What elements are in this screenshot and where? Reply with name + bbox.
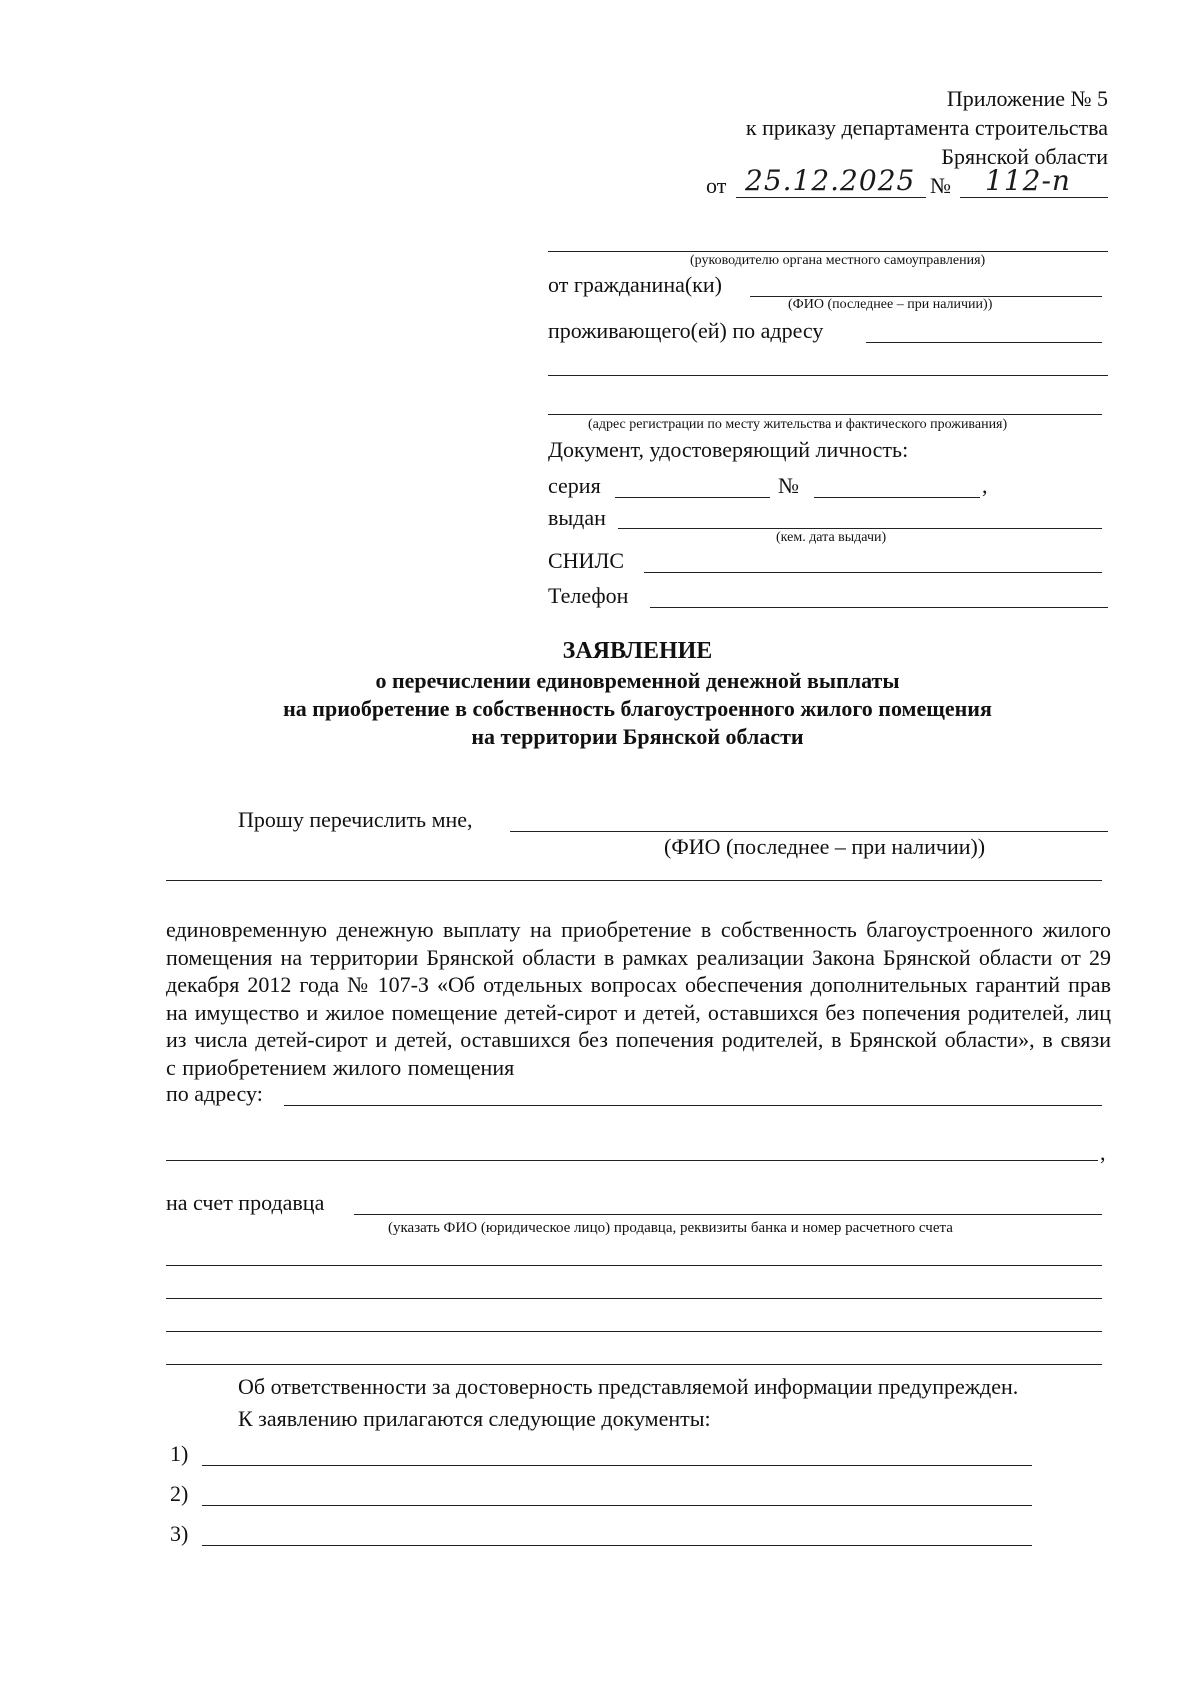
request-fio-caption: (ФИО (последнее – при наличии)) [664,834,986,859]
doc-number-label: № [778,473,799,498]
snils-field[interactable] [644,572,1102,573]
title-line-2: на приобретение в собственность благоустроенного жилого помещения [283,696,992,721]
order-date-handwritten: 25.12.2025 [745,164,916,197]
seller-field-5[interactable] [166,1364,1102,1365]
request-label: Прошу перечислить мне, [238,807,473,832]
snils-label: СНИЛС [548,548,625,573]
from-citizen-label: от гражданина(ки) [548,272,722,297]
purchase-address-label: по адресу: [166,1081,263,1106]
attachment-number: 2) [170,1481,189,1506]
series-label: серия [548,473,601,498]
order-number-label: № [930,173,951,198]
citizen-fio-caption: (ФИО (последнее – при наличии)) [788,297,993,312]
main-paragraph: единовременную денежную выплату на приобретение в собственность благоустроенного жилого помещения на территории Брянской области в рамках реализации Закона Брянской области от 29 декабря 2012 года № 107-З «Об отдельных вопросах обеспечения дополнительных гарантий прав на имущество и жилое помещение детей-сирот и детей, оставшихся без попечения родителей, лиц из числа детей-сирот и детей, оставшихся без попечения родителей, в Брянской области», в связи с приобретением жилого помещения [166,917,1111,1080]
seller-field-3[interactable] [166,1298,1102,1299]
attachments-intro: К заявлению прилагаются следующие документы: [238,1406,711,1431]
seller-label: на счет продавца [166,1190,325,1215]
recipient-caption: (руководителю органа местного самоуправления) [690,253,986,268]
residing-label: проживающего(ей) по адресу [548,318,824,343]
order-number-line [960,197,1108,198]
order-date-line [736,197,926,198]
request-fio-field-2[interactable] [166,880,1102,881]
phone-label: Телефон [548,583,629,608]
order-number-handwritten: 112-п [985,164,1071,197]
title-main: ЗАЯВЛЕНИЕ [562,638,713,664]
seller-field-1[interactable] [354,1214,1102,1215]
recipient-field[interactable] [548,251,1108,252]
request-fio-field[interactable] [510,831,1108,832]
title-line-1: о перечислении единовременной денежной выплаты [375,668,900,693]
seller-caption: (указать ФИО (юридическое лицо) продавца, реквизиты банка и номер расчетного счета [388,1220,953,1236]
address-field-2[interactable] [548,375,1108,376]
issued-field[interactable] [618,528,1102,529]
address-caption: (адрес регистрации по месту жительства и фактического проживания) [588,417,1008,432]
purchase-address-field-1[interactable] [284,1105,1102,1106]
series-field[interactable] [615,497,770,498]
title-line-3: на территории Брянской области [471,724,804,749]
appendix-number: Приложение № 5 [946,86,1108,111]
attachment-field-3[interactable] [202,1545,1032,1546]
order-date-label: от [706,173,727,198]
attachment-field-2[interactable] [202,1505,1032,1506]
doc-number-comma: , [982,473,988,498]
address-field-1[interactable] [866,342,1102,343]
attachment-field-1[interactable] [202,1465,1032,1466]
id-document-label: Документ, удостоверяющий личность: [548,437,909,462]
doc-number-field[interactable] [814,497,980,498]
attachment-number: 3) [170,1521,189,1546]
address-field-3[interactable] [548,414,1102,415]
purchase-address-field-2[interactable] [166,1160,1098,1161]
seller-field-4[interactable] [166,1331,1102,1332]
issued-caption: (кем. дата выдачи) [776,530,887,545]
order-region: Брянской области [941,144,1108,169]
document-title [150,635,1125,751]
issued-label: выдан [548,505,606,530]
purchase-address-comma: , [1100,1140,1106,1165]
phone-field[interactable] [650,607,1108,608]
attachment-number: 1) [170,1441,189,1466]
responsibility-statement: Об ответственности за достоверность представляемой информации предупрежден. [238,1374,1019,1399]
order-reference: к приказу департамента строительства [745,115,1108,140]
seller-field-2[interactable] [166,1265,1102,1266]
